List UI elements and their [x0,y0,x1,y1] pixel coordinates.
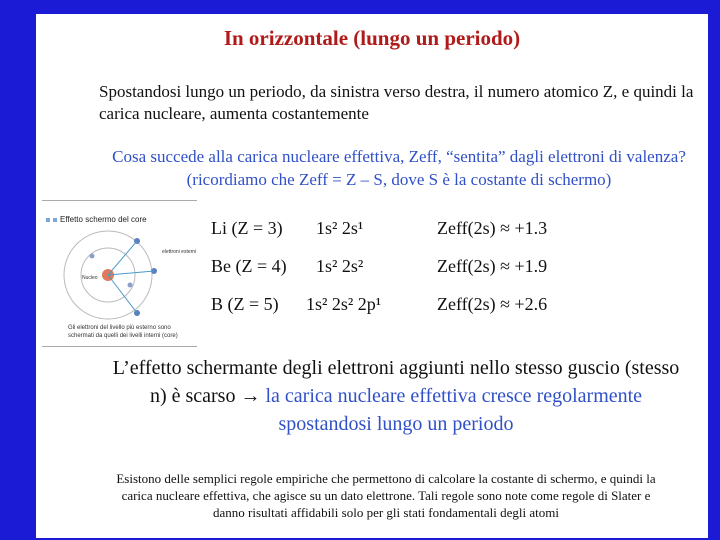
atom-diagram [42,223,197,333]
table-row: Be (Z = 4) 1s² 2s² Zeff(2s) ≈ +1.9 [211,256,548,276]
intro-paragraph: Spostandosi lungo un periodo, da sinistra verso destra, il numero atomico Z, e quindi la carica nucleare, aumenta costantemente [99,82,694,123]
figure-caption: Gli elettroni del livello più esterno sono schermati da quelli dei livelli interni (core) [68,325,178,339]
shielding-figure [42,200,197,347]
svg-text:Nucleo: Nucleo [82,275,98,281]
electron-icon [128,283,133,288]
slide-title: In orizzontale (lungo un periodo) [223,26,521,50]
slater-footnote: Esistono delle semplici regole empiriche che permettono di calcolare la costante di schermo, e quindi la carica nucleare effettiva, che agisce su un dato elettrone. Tali regole sono note come regole di Slater e danno risultati affidabili solo per gli stati fondamentali degli atomi [116,471,656,520]
svg-text:elettroni esterni: elettroni esterni [162,249,197,255]
slide [36,14,708,538]
shielding-statement: L’effetto schermante degli elettroni aggiunti nello stesso guscio (stesso n) è scarso → la carica nucleare effettiva cresce regolarmente spostandosi lungo un periodo [112,357,680,435]
table-row: Li (Z = 3) 1s² 2s¹ Zeff(2s) ≈ +1.3 [211,218,548,238]
figure-title: Effetto schermo del core [46,215,147,224]
electron-icon [90,254,95,259]
table-row: B (Z = 5) 1s² 2s² 2p¹ Zeff(2s) ≈ +2.6 [211,294,548,314]
question-paragraph: Cosa succede alla carica nucleare effettiva, Zeff, “sentita” dagli elettroni di valenza? (ricordiamo che Zeff = Z – S, dove S è la costante di schermo) [112,147,686,189]
